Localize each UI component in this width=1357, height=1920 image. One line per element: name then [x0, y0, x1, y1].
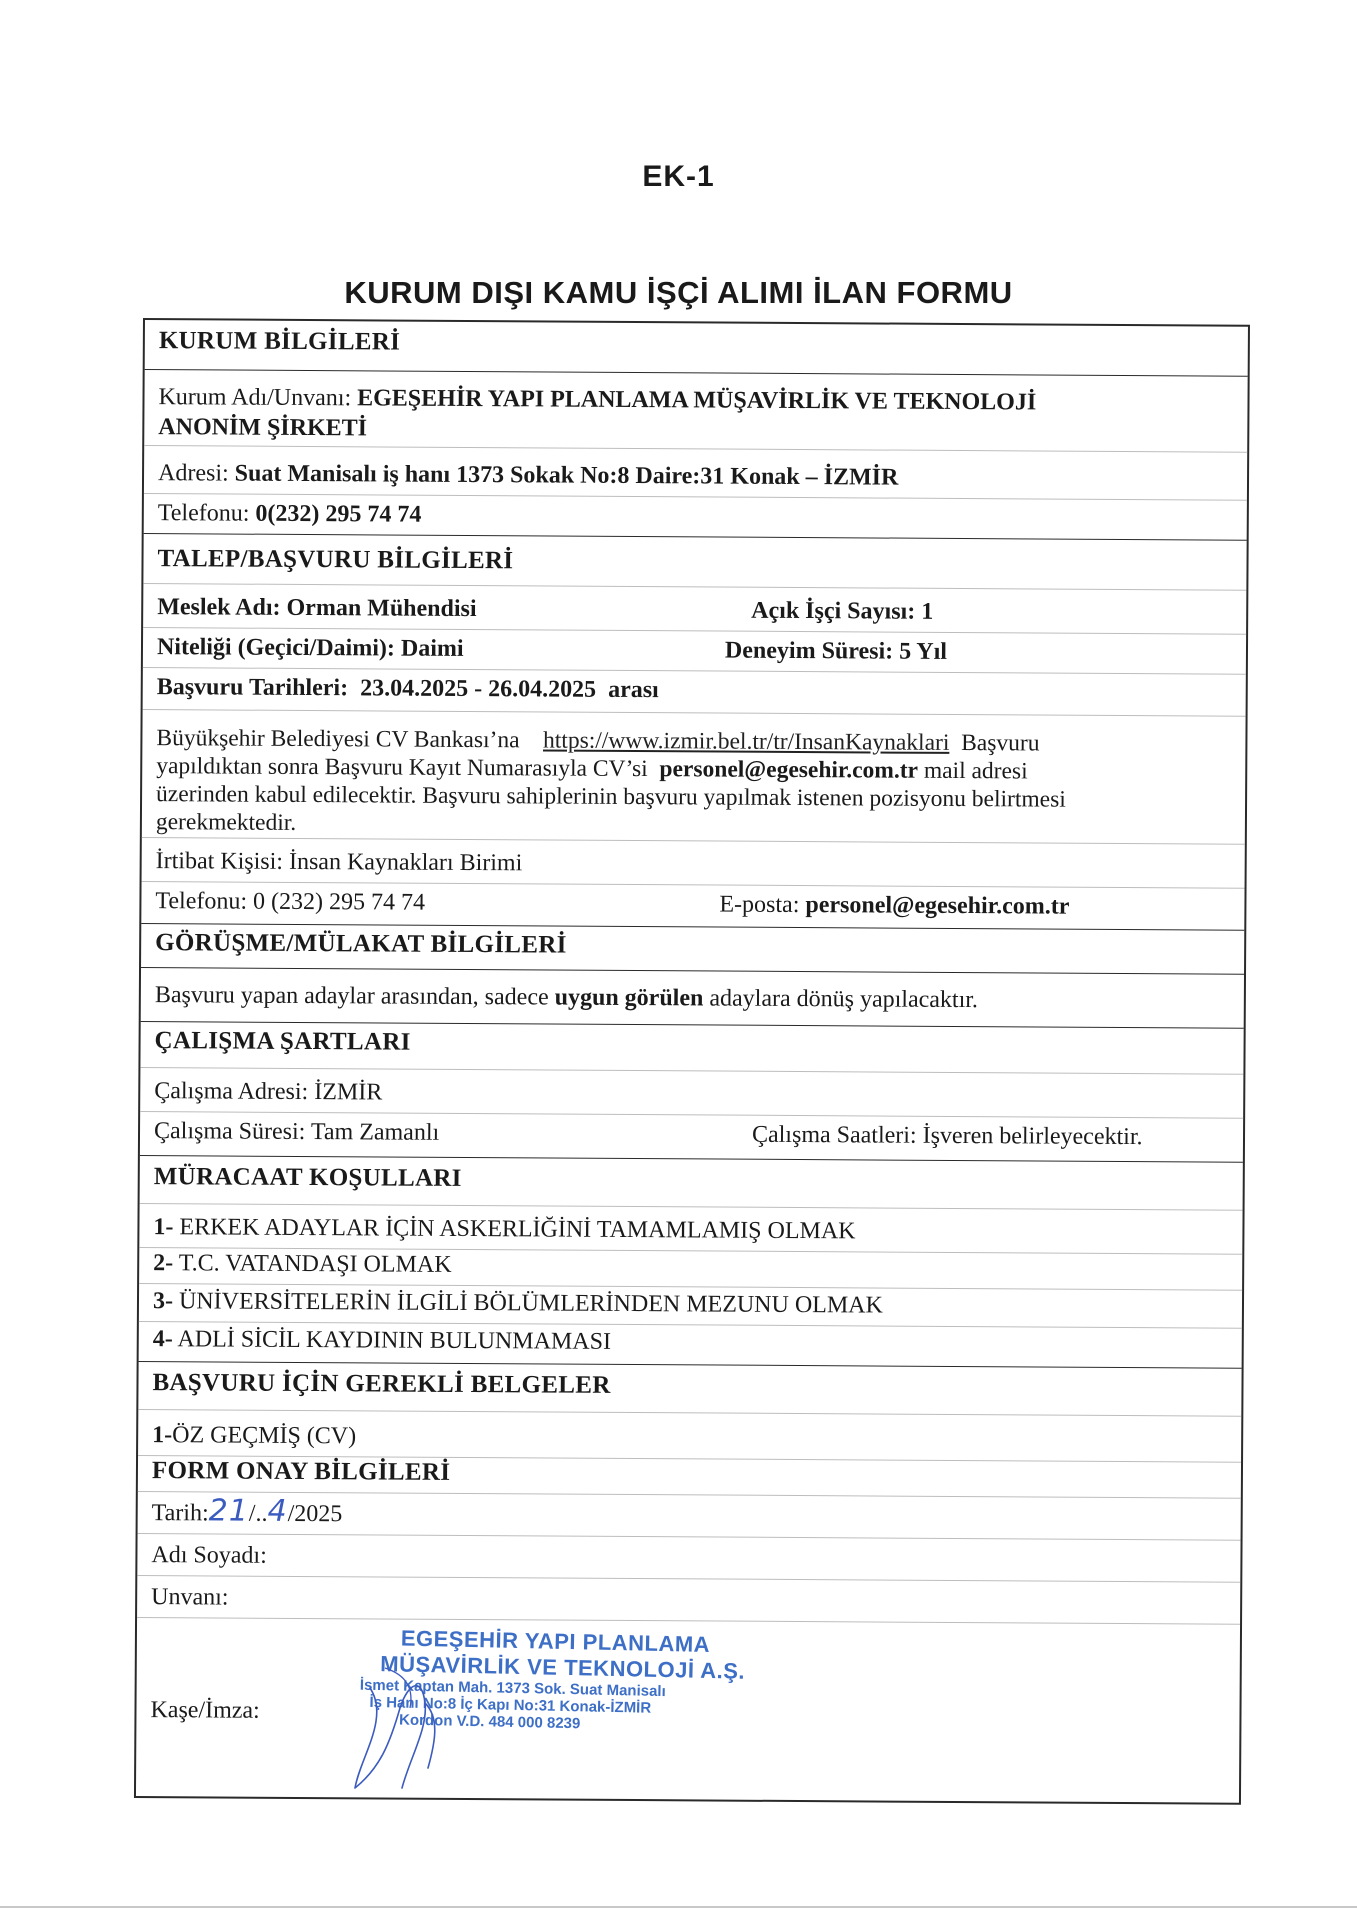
condition-item — [139, 1324, 1242, 1369]
approval-title-row — [137, 1582, 1240, 1625]
condition-text: ÜNİVERSİTELERİN İLGİLİ BÖLÜMLERİNDEN MEZUNU OLMAK — [178, 1288, 883, 1319]
interview-text: adaylara dönüş yapılacaktır. — [709, 985, 979, 1014]
date-label: Tarih: — [151, 1500, 209, 1527]
email-label: E-posta: — [719, 891, 800, 919]
condition-number: 4- — [152, 1326, 173, 1353]
application-paragraph — [142, 720, 1246, 845]
section-onay-heading — [138, 1456, 1241, 1499]
section-title: FORM ONAY BİLGİLERİ — [151, 1457, 451, 1486]
institution-name-value: EGEŞEHİR YAPI PLANLAMA MÜŞAVİRLİK VE TEKNOLOJİ — [357, 385, 1037, 416]
approval-name-row — [137, 1540, 1240, 1583]
annex-label: EK-1 — [642, 160, 715, 193]
dates-label: Başvuru Tarihleri: — [156, 674, 349, 702]
institution-name-row — [144, 382, 1247, 453]
section-title: BAŞVURU İÇİN GEREKLİ BELGELER — [152, 1369, 611, 1399]
handwritten-signature — [330, 1648, 490, 1798]
paragraph-text: Büyükşehir Belediyesi CV Bankası’na — [156, 725, 520, 754]
section-talep-heading — [143, 544, 1246, 591]
nature-row — [143, 632, 1246, 675]
paragraph-text: gerekmektedir. — [155, 809, 297, 836]
section-kurum-heading — [145, 326, 1248, 377]
nature-value: Daimi — [400, 635, 464, 662]
page-bottom-rule — [0, 1906, 1357, 1908]
seal-signature-label: Kaşe/İmza: — [150, 1697, 260, 1724]
experience — [725, 636, 947, 667]
stamp-line: EGEŞEHİR YAPI PLANLAMA — [400, 1625, 711, 1657]
section-calisma-heading — [140, 1026, 1243, 1075]
paragraph-email: personel@egesehir.com.tr — [659, 756, 919, 784]
work-address-row — [140, 1076, 1243, 1119]
cv-bank-link[interactable]: https://www.izmir.bel.tr/tr/InsanKaynaklari — [542, 727, 950, 756]
institution-name-label: Kurum Adı/Unvanı: — [158, 384, 352, 412]
condition-item — [139, 1286, 1242, 1329]
open-count — [751, 596, 933, 627]
contact-label: İrtibat Kişisi: — [155, 848, 284, 875]
form-title: KURUM DIŞI KAMU İŞÇİ ALIMI İLAN FORMU — [344, 275, 1013, 310]
occupation-row — [143, 592, 1246, 635]
interview-text-row — [141, 980, 1244, 1029]
condition-text: ERKEK ADAYLAR İÇİN ASKERLİĞİNİ TAMAMLAMIŞ OLMAK — [179, 1214, 856, 1245]
open-count-label: Açık İşçi Sayısı: — [751, 597, 916, 625]
section-belgeler-heading — [138, 1368, 1241, 1417]
section-title: KURUM BİLGİLERİ — [158, 327, 401, 356]
paragraph-text: yapıldıktan sonra Başvuru Kayıt Numarasıyla CV’si — [156, 753, 648, 783]
application-dates-row — [143, 672, 1246, 717]
experience-label: Deneyim Süresi: — [724, 637, 894, 665]
contact-phone-value: 0 (232) 295 74 74 — [252, 888, 426, 916]
open-count-value: 1 — [921, 598, 934, 625]
stamp-line: İsmet Kaptan Mah. 1373 Sok. Suat Manisalı — [359, 1676, 666, 1701]
work-address-label: Çalışma Adresi: — [154, 1078, 309, 1106]
condition-number: 2- — [153, 1250, 174, 1277]
condition-number: 3- — [152, 1288, 174, 1315]
section-title: TALEP/BAŞVURU BİLGİLERİ — [157, 545, 514, 575]
occupation-label: Meslek Adı: — [157, 594, 281, 621]
condition-number: 1- — [153, 1214, 174, 1241]
occupation-value: Orman Mühendisi — [286, 594, 477, 623]
work-duration-value: Tam Zamanlı — [310, 1119, 440, 1146]
date-day-handwritten: 21 — [208, 1493, 249, 1529]
condition-text: ADLİ SİCİL KAYDININ BULUNMAMASI — [177, 1326, 612, 1355]
work-hours — [752, 1120, 1143, 1152]
experience-value: 5 Yıl — [899, 638, 948, 665]
contact-phone-label: Telefonu: — [155, 888, 248, 915]
approval-date-row: Tarih:21/..4/2025 — [138, 1496, 1241, 1541]
date-year: /2025 — [287, 1500, 343, 1528]
date-month-handwritten: 4 — [267, 1493, 288, 1529]
condition-text: T.C. VATANDAŞI OLMAK — [178, 1250, 452, 1278]
address-label: Adresi: — [157, 460, 229, 487]
section-title: GÖRÜŞME/MÜLAKAT BİLGİLERİ — [155, 929, 567, 959]
paragraph-text: üzerinden kabul edilecektir. Başvuru sahiplerinin başvuru yapılmak istenen pozisyonu belirtmesi — [156, 781, 1066, 813]
section-title: MÜRACAAT KOŞULLARI — [153, 1163, 462, 1192]
contact-phone-row — [141, 886, 1244, 931]
nature-label: Niteliği (Geçici/Daimi): — [156, 634, 395, 662]
paragraph-text: Başvuru — [961, 730, 1040, 757]
interview-text-bold: uygun görülen — [554, 984, 704, 1012]
work-hours-label: Çalışma Saatleri: — [751, 1121, 917, 1149]
work-duration-label: Çalışma Süresi: — [153, 1118, 306, 1146]
contact-person-row — [142, 846, 1245, 889]
section-gorusme-heading — [141, 928, 1244, 975]
work-address-value: İZMİR — [314, 1079, 383, 1106]
phone-label: Telefonu: — [157, 500, 250, 527]
dates-suffix: arası — [608, 676, 659, 704]
phone-value: 0(232) 295 74 74 — [255, 500, 422, 528]
work-hours-value: İşveren belirleyecektir. — [922, 1122, 1143, 1151]
institution-phone-row — [144, 498, 1247, 541]
institution-name-value-2: ANONİM ŞİRKETİ — [158, 414, 368, 442]
approver-name-label: Adı Soyadı: — [151, 1542, 267, 1569]
section-muracaat-heading — [140, 1162, 1243, 1211]
stamp-line: Kordon V.D. 484 000 8239 — [398, 1711, 581, 1733]
email-value: personel@egesehir.com.tr — [805, 892, 1070, 920]
contact-email — [719, 890, 1069, 922]
paragraph-text: mail adresi — [923, 757, 1028, 785]
institution-address-row — [144, 458, 1247, 501]
section-title: ÇALIŞMA ŞARTLARI — [154, 1027, 411, 1056]
document-text: ÖZ GEÇMİŞ (CV) — [172, 1422, 357, 1450]
address-value: Suat Manisalı iş hanı 1373 Sokak No:8 Daire:31 Konak – İZMİR — [234, 460, 899, 491]
contact-value: İnsan Kaynakları Birimi — [288, 848, 523, 877]
stamp-line: MÜŞAVİRLİK VE TEKNOLOJİ A.Ş. — [380, 1651, 746, 1684]
condition-item — [139, 1248, 1242, 1291]
document-number: 1- — [152, 1422, 173, 1449]
stamp-line: İş Hanı No:8 İç Kapı No:31 Konak-İZMİR — [369, 1693, 652, 1717]
dates-value: 23.04.2025 - 26.04.2025 — [360, 675, 597, 703]
form-table — [134, 318, 1250, 1805]
work-duration-row — [140, 1116, 1243, 1163]
interview-text: Başvuru yapan adaylar arasından, sadece — [154, 982, 549, 1011]
approver-title-label: Unvanı: — [151, 1584, 229, 1611]
